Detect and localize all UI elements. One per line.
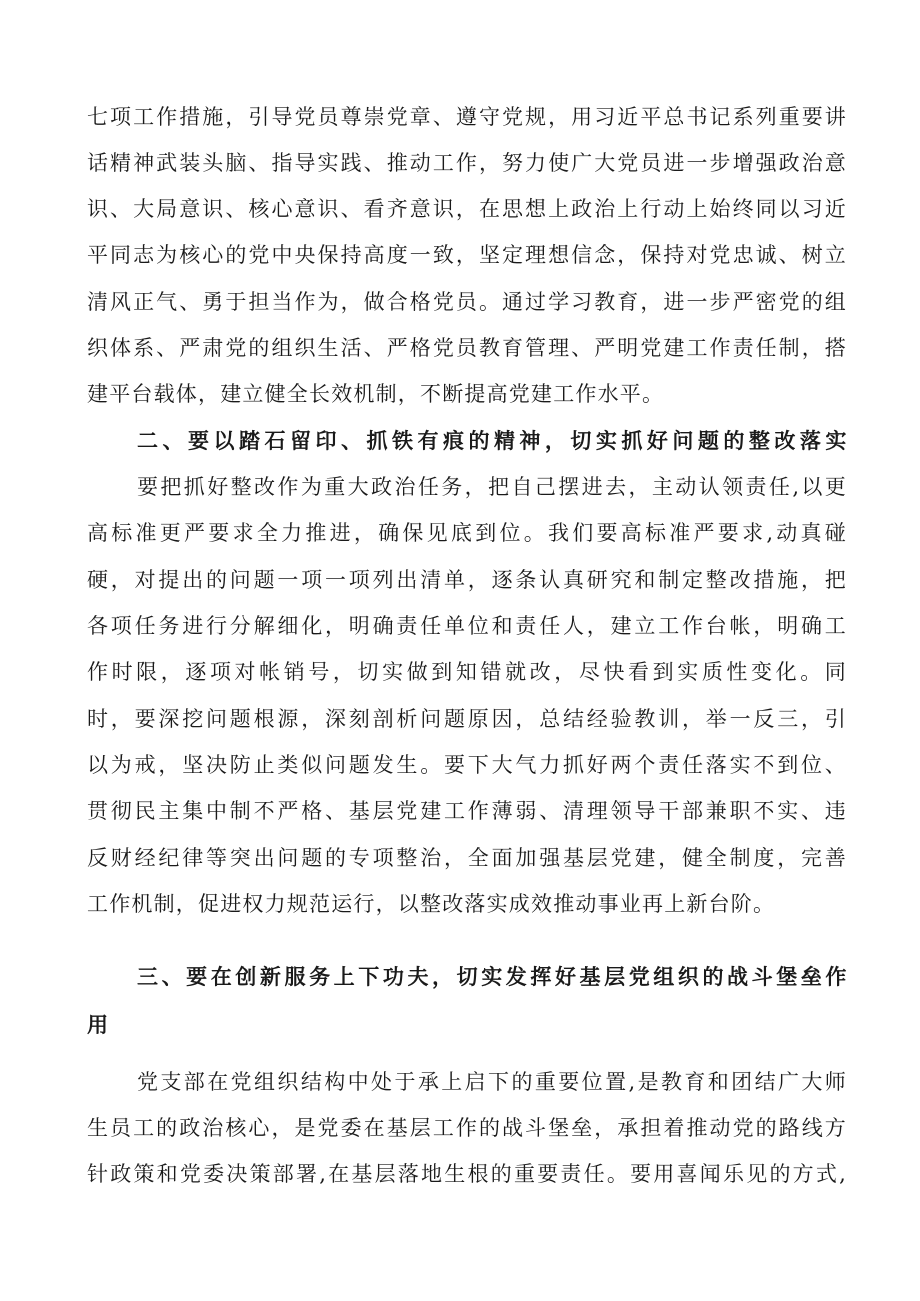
paragraph-line: 针政策和党委决策部署,在基层落地生根的重要责任。要用喜闻乐见的方式, [87,1162,847,1186]
paragraph-line: 清风正气、勇于担当作为，做合格党员。通过学习教育，进一步严密党的组 [87,290,847,314]
section-heading-3-continuation: 用 [87,1013,109,1037]
paragraph-line: 硬，对提出的问题一项一项列出清单，逐条认真研究和制定整改措施，把 [87,568,847,592]
section-heading-3: 三、要在创新服务上下功夫，切实发挥好基层党组织的战斗堡垒作 [137,965,847,989]
paragraph-line: 作时限，逐项对帐销号，切实做到知错就改，尽快看到实质性变化。同 [87,660,847,684]
paragraph-line: 生员工的政治核心，是党委在基层工作的战斗堡垒，承担着推动党的路线方 [87,1116,847,1140]
paragraph-line: 高标准更严要求全力推进，确保见底到位。我们要高标准严要求,动真碰 [87,521,847,545]
paragraph-line: 建平台载体，建立健全长效机制，不断提高党建工作水平。 [87,382,665,406]
paragraph-line: 识、大局意识、核心意识、看齐意识，在思想上政治上行动上始终同以习近 [87,197,847,221]
paragraph-line: 要把抓好整改作为重大政治任务，把自己摆进去，主动认领责任,以更 [137,475,847,499]
paragraph-line: 贯彻民主集中制不严格、基层党建工作薄弱、清理领导干部兼职不实、违 [87,799,847,823]
paragraph-line: 工作机制，促进权力规范运行，以整改落实成效推动事业再上新台阶。 [87,892,776,916]
section-heading-2: 二、要以踏石留印、抓铁有痕的精神，切实抓好问题的整改落实 [137,429,847,453]
paragraph-line: 以为戒，坚决防止类似问题发生。要下大气力抓好两个责任落实不到位、 [87,753,847,777]
paragraph-line: 平同志为核心的党中央保持高度一致，坚定理想信念，保持对党忠诚、树立 [87,243,847,267]
paragraph-line: 话精神武装头脑、指导实践、推动工作，努力使广大党员进一步增强政治意 [87,151,847,175]
paragraph-line: 织体系、严肃党的组织生活、严格党员教育管理、严明党建工作责任制，搭 [87,336,847,360]
paragraph-line: 反财经纪律等突出问题的专项整治，全面加强基层党建，健全制度，完善 [87,846,847,870]
paragraph-line: 七项工作措施，引导党员尊崇党章、遵守党规，用习近平总书记系列重要讲 [87,105,847,129]
paragraph-line: 党支部在党组织结构中处于承上启下的重要位置,是教育和团结广大师 [137,1070,847,1094]
paragraph-line: 各项任务进行分解细化，明确责任单位和责任人，建立工作台帐，明确工 [87,614,847,638]
paragraph-line: 时，要深挖问题根源，深刻剖析问题原因，总结经验教训，举一反三，引 [87,707,847,731]
